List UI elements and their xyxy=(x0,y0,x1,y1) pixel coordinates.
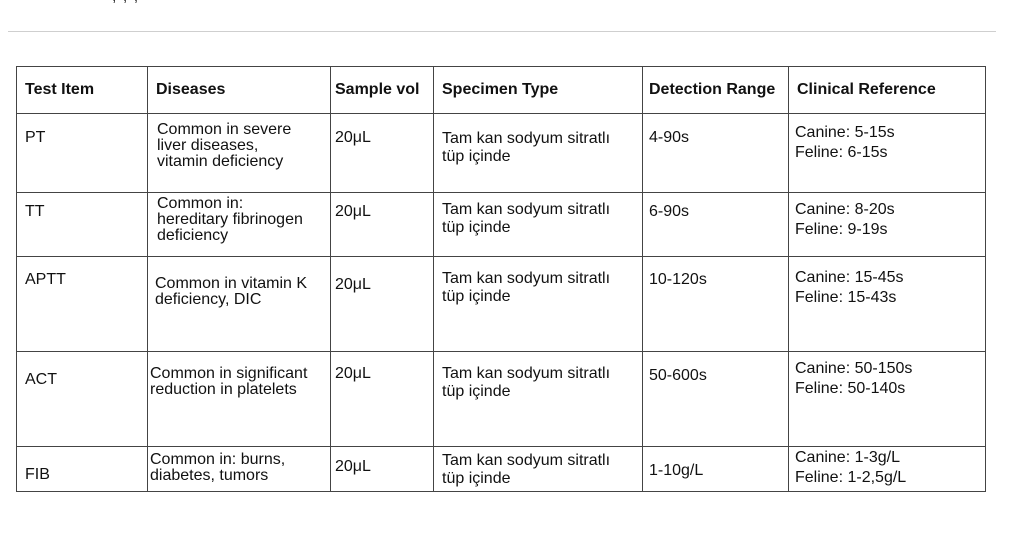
specimen-type-cell: Tam kan sodyum sitratlı tüp içinde xyxy=(442,130,611,165)
detection-range-cell: 50-600s xyxy=(649,367,707,384)
header-clinical-reference: Clinical Reference xyxy=(789,67,986,114)
header-detection-range: Detection Range xyxy=(643,67,789,114)
diseases-cell: Common in vitamin K deficiency, DIC xyxy=(155,275,308,308)
header-sample-vol: Sample vol xyxy=(331,67,434,114)
diseases-cell: Common in severe liver diseases, vitamin deficiency xyxy=(157,121,292,170)
test-item-cell: FIB xyxy=(25,466,50,483)
test-item-cell: PT xyxy=(25,129,46,146)
top-cut-text xyxy=(112,0,139,6)
specimen-type-cell: Tam kan sodyum sitratlı tüp içinde xyxy=(442,201,611,236)
table-row xyxy=(17,352,986,447)
specimen-type-cell: Tam kan sodyum sitratlı tüp içinde xyxy=(442,452,611,487)
detection-range-cell: 4-90s xyxy=(649,129,690,146)
diseases-cell: Common in: hereditary fibrinogen deficiency xyxy=(157,195,303,244)
clinical-reference-cell: Canine: 50-150s Feline: 50-140s xyxy=(795,360,913,397)
header-test-item: Test Item xyxy=(17,67,148,114)
table-row xyxy=(17,114,986,193)
sample-vol-cell: 20μL xyxy=(335,365,371,382)
sample-vol-cell: 20μL xyxy=(335,276,371,293)
sample-vol-cell: 20μL xyxy=(335,458,371,475)
table-row xyxy=(17,193,986,257)
detection-range-cell: 1-10g/L xyxy=(649,462,704,479)
clinical-reference-cell: Canine: 1-3g/L Feline: 1-2,5g/L xyxy=(795,449,907,486)
table-row xyxy=(17,257,986,352)
detection-range-cell: 10-120s xyxy=(649,271,707,288)
test-item-cell: APTT xyxy=(25,271,66,288)
table-row xyxy=(17,447,986,492)
table-header-row xyxy=(17,67,986,114)
sample-vol-cell: 20μL xyxy=(335,129,371,146)
test-item-cell: TT xyxy=(25,203,45,220)
specimen-type-cell: Tam kan sodyum sitratlı tüp içinde xyxy=(442,365,611,400)
horizontal-divider xyxy=(8,31,996,32)
detection-range-cell: 6-90s xyxy=(649,203,690,220)
clinical-reference-cell: Canine: 8-20s Feline: 9-19s xyxy=(795,201,895,238)
diseases-cell: Common in significant reduction in platelets xyxy=(150,365,308,398)
clinical-reference-cell: Canine: 15-45s Feline: 15-43s xyxy=(795,269,904,306)
header-specimen-type: Specimen Type xyxy=(434,67,643,114)
sample-vol-cell: 20μL xyxy=(335,203,371,220)
test-item-cell: ACT xyxy=(25,371,57,388)
header-diseases: Diseases xyxy=(148,67,331,114)
specimen-type-cell: Tam kan sodyum sitratlı tüp içinde xyxy=(442,270,611,305)
test-specification-table xyxy=(16,66,986,492)
clinical-reference-cell: Canine: 5-15s Feline: 6-15s xyxy=(795,124,895,161)
diseases-cell: Common in: burns, diabetes, tumors xyxy=(150,451,286,484)
